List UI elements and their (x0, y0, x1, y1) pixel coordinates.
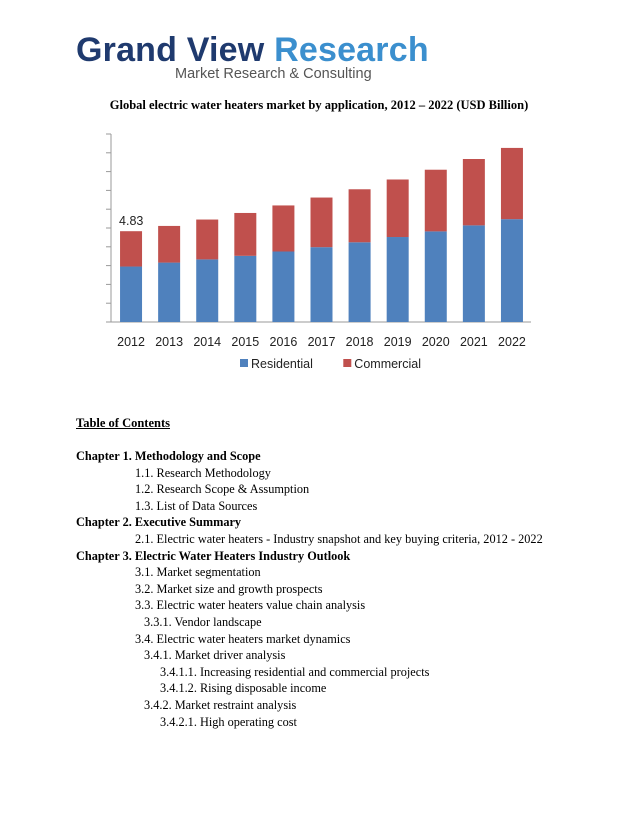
legend-label-residential: Residential (251, 357, 313, 371)
bar-residential-2016 (272, 252, 294, 323)
bar-residential-2021 (463, 225, 485, 322)
bar-commercial-2020 (425, 170, 447, 232)
x-tick-label: 2012 (117, 335, 145, 349)
x-tick-label: 2020 (421, 335, 450, 349)
bar-residential-2017 (311, 247, 333, 322)
data-label: 4.83 (119, 214, 144, 229)
toc-item: 3.4.1.2. Rising disposable income (160, 681, 327, 696)
toc-item: 3.4.1.1. Increasing residential and commercial projects (160, 664, 430, 679)
x-tick-label: 2015 (231, 335, 260, 349)
logo-title-part2: Research (274, 31, 429, 69)
toc-item: 3.4.2. Market restraint analysis (144, 697, 297, 712)
x-tick-label: 2019 (383, 335, 412, 349)
toc-item: 2.1. Electric water heaters - Industry snapshot and key buying criteria, 2012 - 2022 (135, 531, 543, 546)
toc-item: 3.4.1. Market driver analysis (144, 648, 286, 663)
toc-item: 3.3. Electric water heaters value chain analysis (135, 598, 366, 613)
toc-item: 3.4. Electric water heaters market dynamics (135, 631, 351, 646)
table-of-contents (76, 448, 616, 730)
x-tick-label: 2013 (155, 335, 184, 349)
logo-title-part1: Grand View (76, 31, 265, 69)
toc-item: 3.2. Market size and growth prospects (135, 581, 323, 596)
toc-item: 1.3. List of Data Sources (135, 498, 258, 513)
x-tick-label: 2016 (269, 335, 298, 349)
bar-commercial-2014 (196, 220, 218, 260)
bar-commercial-2021 (463, 159, 485, 225)
chart-title: Global electric water heaters market by application, 2012 – 2022 (USD Billion) (109, 98, 529, 112)
x-tick-label: 2014 (193, 335, 222, 349)
bar-residential-2022 (501, 219, 523, 322)
x-tick-label: 2022 (498, 335, 526, 349)
bar-residential-2018 (349, 242, 371, 322)
bar-commercial-2022 (501, 148, 523, 219)
bar-residential-2015 (234, 256, 256, 322)
bar-residential-2012 (120, 267, 142, 322)
bar-residential-2019 (387, 237, 409, 322)
bar-residential-2014 (196, 259, 218, 322)
toc-chapter: Chapter 1. Methodology and Scope (76, 449, 261, 463)
x-tick-label: 2021 (459, 335, 488, 349)
toc-item: 1.1. Research Methodology (135, 465, 271, 480)
bar-residential-2013 (158, 263, 180, 322)
bar-commercial-2013 (158, 226, 180, 263)
x-tick-label: 2018 (345, 335, 374, 349)
toc-item: 3.4.2.1. High operating cost (160, 714, 297, 729)
legend-label-commercial: Commercial (354, 357, 421, 371)
toc-chapter: Chapter 3. Electric Water Heaters Industry Outlook (76, 548, 351, 563)
bar-commercial-2015 (234, 213, 256, 256)
toc-item: 3.1. Market segmentation (135, 565, 261, 580)
legend-swatch-commercial (343, 359, 351, 367)
toc-item: 1.2. Research Scope & Assumption (135, 482, 310, 497)
bar-commercial-2016 (272, 205, 294, 251)
bar-residential-2020 (425, 231, 447, 322)
bar-commercial-2019 (387, 179, 409, 237)
toc-item: 3.3.1. Vendor landscape (144, 614, 262, 629)
logo-subtitle: Market Research & Consulting (175, 66, 372, 82)
x-tick-label: 2017 (307, 335, 336, 349)
legend-swatch-residential (240, 359, 248, 367)
toc-heading: Table of Contents (76, 416, 170, 430)
bar-commercial-2018 (349, 189, 371, 242)
bar-commercial-2017 (311, 198, 333, 248)
toc-chapter: Chapter 2. Executive Summary (76, 515, 242, 530)
stacked-bar-chart (0, 0, 638, 400)
bar-commercial-2012 (120, 231, 142, 266)
